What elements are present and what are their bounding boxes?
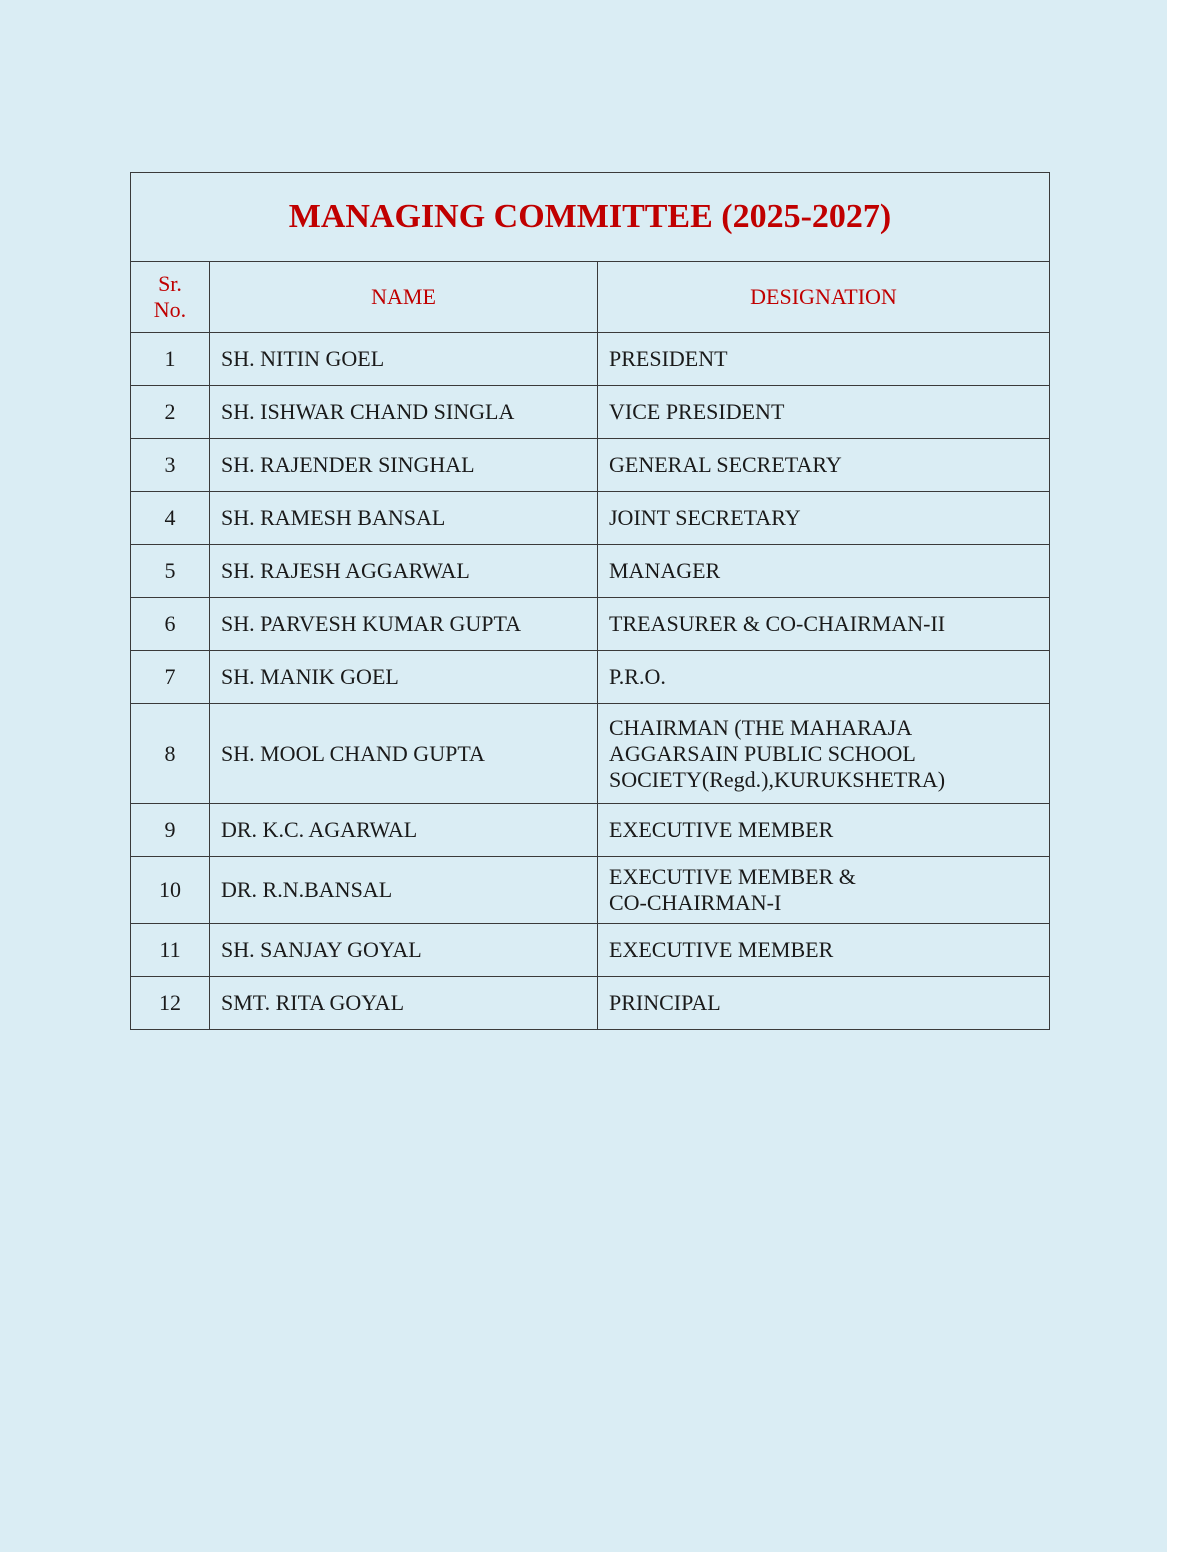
table-row [131, 804, 1050, 857]
table-row [131, 651, 1050, 704]
row-designation: MANAGER [598, 545, 1050, 598]
table-row [131, 333, 1050, 386]
row-sr-no: 12 [131, 977, 210, 1030]
row-designation: P.R.O. [598, 651, 1050, 704]
header-row [131, 262, 1050, 333]
table-row [131, 704, 1050, 804]
header-designation: DESIGNATION [598, 262, 1050, 333]
table-row [131, 439, 1050, 492]
row-name: SH. RAMESH BANSAL [210, 492, 598, 545]
table-title: MANAGING COMMITTEE (2025-2027) [131, 173, 1050, 262]
table-row [131, 977, 1050, 1030]
committee-table [130, 172, 1050, 1030]
row-name: SH. RAJESH AGGARWAL [210, 545, 598, 598]
row-sr-no: 11 [131, 924, 210, 977]
header-sr-no: Sr. No. [131, 262, 210, 333]
row-designation: TREASURER & CO-CHAIRMAN-II [598, 598, 1050, 651]
row-name: DR. R.N.BANSAL [210, 857, 598, 924]
row-sr-no: 10 [131, 857, 210, 924]
row-sr-no: 4 [131, 492, 210, 545]
row-name: SMT. RITA GOYAL [210, 977, 598, 1030]
row-name: SH. RAJENDER SINGHAL [210, 439, 598, 492]
row-designation: EXECUTIVE MEMBER [598, 924, 1050, 977]
row-designation: PRESIDENT [598, 333, 1050, 386]
row-sr-no: 3 [131, 439, 210, 492]
row-name: SH. MOOL CHAND GUPTA [210, 704, 598, 804]
header-name: NAME [210, 262, 598, 333]
row-sr-no: 8 [131, 704, 210, 804]
row-sr-no: 1 [131, 333, 210, 386]
table-row [131, 857, 1050, 924]
row-name: SH. MANIK GOEL [210, 651, 598, 704]
table-row [131, 492, 1050, 545]
row-designation: GENERAL SECRETARY [598, 439, 1050, 492]
row-name: SH. PARVESH KUMAR GUPTA [210, 598, 598, 651]
row-sr-no: 6 [131, 598, 210, 651]
table-row [131, 386, 1050, 439]
row-name: DR. K.C. AGARWAL [210, 804, 598, 857]
row-name: SH. NITIN GOEL [210, 333, 598, 386]
table-row [131, 545, 1050, 598]
table-row [131, 598, 1050, 651]
row-designation: VICE PRESIDENT [598, 386, 1050, 439]
title-row [131, 173, 1050, 262]
row-designation: CHAIRMAN (THE MAHARAJA AGGARSAIN PUBLIC SCHOOL SOCIETY(Regd.),KURUKSHETRA) [598, 704, 1050, 804]
table-row [131, 924, 1050, 977]
row-designation: PRINCIPAL [598, 977, 1050, 1030]
row-sr-no: 9 [131, 804, 210, 857]
row-designation: EXECUTIVE MEMBER [598, 804, 1050, 857]
row-designation: JOINT SECRETARY [598, 492, 1050, 545]
row-name: SH. SANJAY GOYAL [210, 924, 598, 977]
row-sr-no: 2 [131, 386, 210, 439]
row-sr-no: 5 [131, 545, 210, 598]
row-sr-no: 7 [131, 651, 210, 704]
row-designation: EXECUTIVE MEMBER & CO-CHAIRMAN-I [598, 857, 1050, 924]
row-name: SH. ISHWAR CHAND SINGLA [210, 386, 598, 439]
